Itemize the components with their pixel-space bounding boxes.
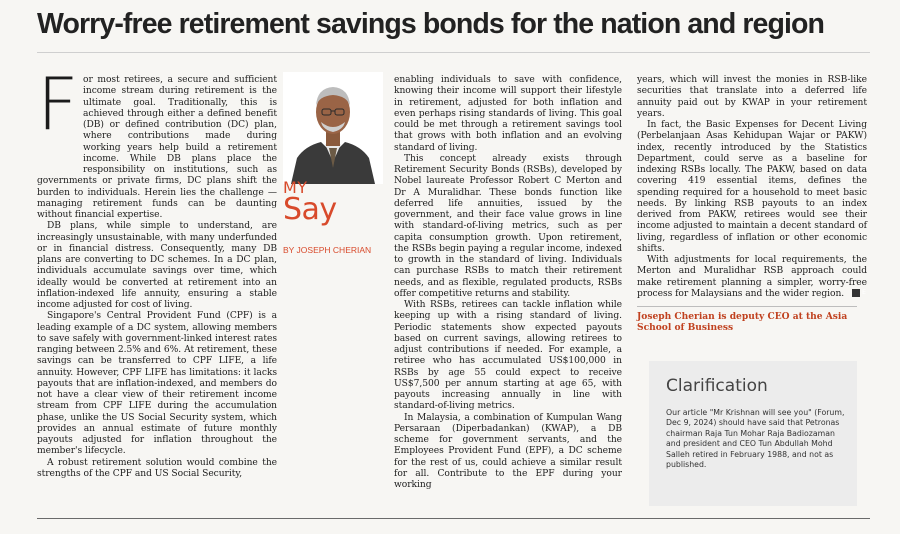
paragraph: In Malaysia, a combination of Kumpulan Wang Persaraan (Diperbadankan) (KWAP), a DB scheme for government servants, and the Employees Provident Fund (EPF), a DC scheme for the rest of us, could achieve a similar result for all. Contribute to the EPF during your working (394, 412, 622, 490)
paragraph: In fact, the Basic Expenses for Decent Living (Perbelanjaan Asas Kehidupan Wajar or PAKW) index, recently introduced by the Statistics Department, could serve as a baseline for indexing RSBs locally. The PAKW, based on data covering 419 essential items, defines the spending required for a household to meet basic needs. By linking RSB payouts to an index derived from PAKW, retirees would see their income adjusted to maintain a decent standard of living, regardless of inflation or other economic shifts. (637, 120, 867, 254)
byline: BY JOSEPH CHERIAN (283, 245, 372, 255)
author-photo (283, 72, 383, 184)
kicker-my: MY (283, 178, 308, 197)
headline: Worry-free retirement savings bonds for the nation and region (37, 8, 825, 40)
end-mark-icon: E (852, 289, 860, 297)
kicker-say: Say (283, 192, 337, 227)
clarification-title: Clarification (666, 376, 768, 396)
my-say-kicker (283, 178, 383, 250)
paragraph: With RSBs, retirees can tackle inflation while keeping up with a rising standard of living. Periodic statements show expected payouts based on current savings, allowing retirees to adjust contributions if needed. For example, a retiree who has accumulated US$100,000 in RSBs by age 55 could expect to receive US$7,500 per annum starting at age 65, with payouts increasing annually in line with standard-of-living metrics. (394, 300, 622, 412)
paragraph: enabling individuals to save with confidence, knowing their income will support their lifestyle in retirement, adjusted for both inflation and even perhaps rising standards of living. This goal could be met through a retirement savings tool that grows with both inflation and an evolving standard of living. (394, 75, 622, 153)
paragraph: or most retirees, a secure and sufficient income stream during retirement is the ultimate goal. Traditionally, this is achieved through either a defined benefit (DB) or defined contribution (DC) plan, where contributions made during working years help build a retirement income. While DB plans place the responsibility on institutions, such as governments or private firms, DC plans shift the burden to individuals. Herein lies the challenge — managing retirement funds can be daunting without financial expertise. (37, 75, 277, 220)
top-rule (37, 52, 870, 53)
article-column-3 (637, 75, 867, 300)
paragraph: Singapore's Central Provident Fund (CPF) is a leading example of a DC system, allowing members to save safely with government-linked interest rates ranging between 2.5% and 6%. At retirement, these savings can be transferred to CPF LIFE, a life annuity. However, CPF LIFE has limitations: it lacks payouts that are inflation-indexed, and members do not have a clear view of their retirement income stream from CPF LIFE during the accumulation phase, unlike the US Social Security system, which provides an annual estimate of future monthly payouts adjusted for inflation throughout the member's lifecycle. (37, 311, 277, 457)
article-column-1 (37, 62, 277, 480)
article-column-2 (394, 75, 622, 491)
clarification-body: Our article "Mr Krishnan will see you" (Forum, Dec 9, 2024) should have said that Petronas chairman Raja Tun Mohar Raja Badiozaman and president and CEO Tun Abdullah Mohd Salleh retired in February 1988, and not as published. (666, 408, 845, 470)
paragraph-text: With adjustments for local requirements, the Merton and Muralidhar RSB approach could make retirement planning a simpler, worry-free process for Malaysians and the wider region. (637, 255, 867, 299)
clarification-box (649, 361, 857, 506)
drop-cap: F (37, 62, 79, 146)
paragraph: This concept already exists through Retirement Security Bonds (RSBs), developed by Nobel laureate Professor Robert C Merton and Dr A Muralidhar. These bonds function like deferred life annuities, issued by the government, and their face value grows in line with standard-of-living metrics, such as per capita consumption growth. Upon retirement, the RSBs begin paying a regular income, indexed to growth in the standard of living. Individuals can purchase RSBs to match their retirement needs, and as flexible, regulated products, RSBs offer competitive returns and stability. (394, 153, 622, 299)
paragraph: DB plans, while simple to understand, are increasingly unsustainable, with many underfunded or in financial distress. Consequently, many DB plans are converting to DC schemes. In a DC plan, individuals accumulate savings over time, which ideally would be converted at retirement into an inflation-indexed life annuity, ensuring a stable income adjusted for cost of living. (37, 221, 277, 310)
paragraph (637, 255, 867, 300)
paragraph: A robust retirement solution would combine the strengths of the CPF and US Social Security, (37, 457, 277, 479)
author-portrait-icon (283, 72, 383, 184)
author-note: Joseph Cherian is deputy CEO at the Asia School of Business (637, 306, 857, 333)
paragraph: years, which will invest the monies in RSB-like securities that translate into a deferred life annuity paid out by KWAP in your retirement years. (637, 75, 867, 119)
bottom-rule (37, 518, 870, 519)
